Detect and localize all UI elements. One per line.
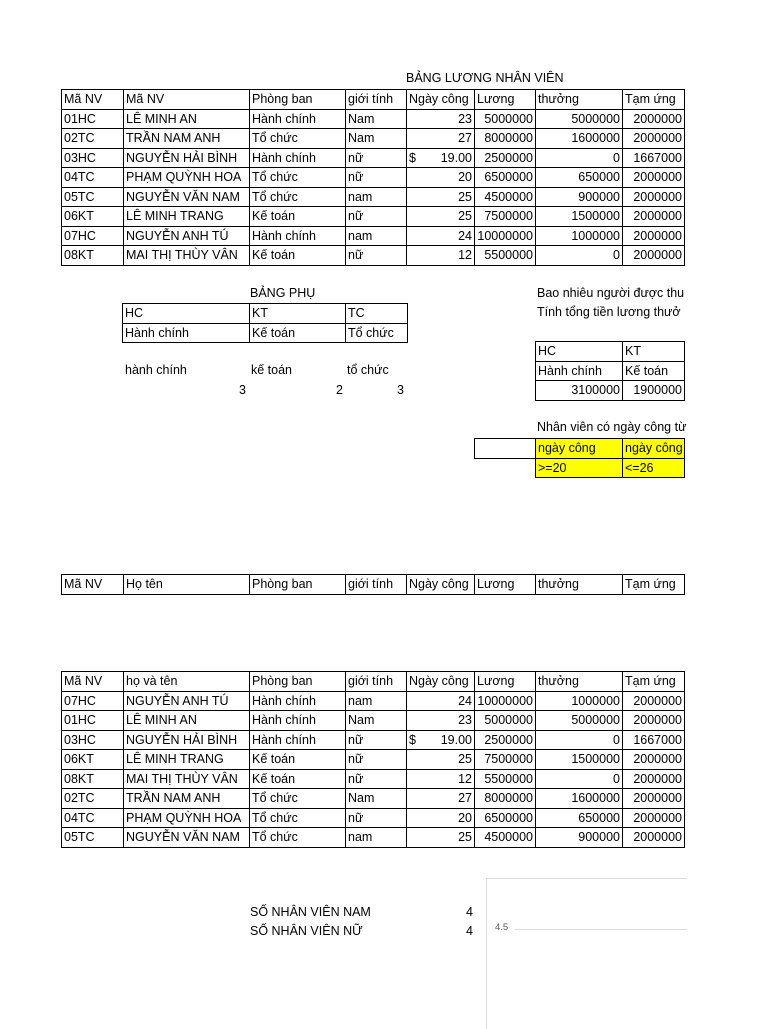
sorted_table-header-cell[interactable]: họ và tên xyxy=(124,672,250,692)
main_table-cell[interactable]: Nam xyxy=(346,129,407,149)
bonus-row-values xyxy=(536,381,685,401)
aux-row-codes xyxy=(123,304,408,324)
sorted_table-cell[interactable]: 1500000 xyxy=(536,750,623,770)
main_table-cell[interactable]: nam xyxy=(346,226,407,246)
sorted_table-cell[interactable]: Nam xyxy=(346,711,407,731)
bonus-row-names xyxy=(536,361,685,381)
count-value-hanh-chinh[interactable]: 3 xyxy=(239,383,246,397)
bonus-code-cell[interactable]: HC xyxy=(536,342,623,362)
main_table-cell[interactable]: nữ xyxy=(346,207,407,227)
sorted-table xyxy=(61,671,685,848)
count-label-ke-toan: kế toán xyxy=(251,363,293,377)
sorted_table-cell[interactable]: 27 xyxy=(407,789,475,809)
sorted_table-cell[interactable]: 03HC xyxy=(62,730,124,750)
main_table-cell[interactable]: 900000 xyxy=(536,187,623,207)
male-count-value[interactable]: 4 xyxy=(466,905,473,919)
main_table-cell[interactable]: 2000000 xyxy=(623,246,685,266)
table-row xyxy=(62,148,685,168)
main_table-cell[interactable]: NGUYỄN ANH TÚ xyxy=(124,226,250,246)
sorted_table-cell[interactable]: nữ xyxy=(346,808,407,828)
main_table-header-cell[interactable]: thưởng xyxy=(536,90,623,110)
main_table-cell[interactable]: LÊ MINH TRANG xyxy=(124,207,250,227)
sorted_table-cell[interactable]: 2500000 xyxy=(475,730,536,750)
sorted_table-header-cell[interactable]: Mã NV xyxy=(62,672,124,692)
bonus-table xyxy=(535,341,685,401)
main_table-cell[interactable]: 03HC xyxy=(62,148,124,168)
main_table-cell[interactable]: 05TC xyxy=(62,187,124,207)
sorted_table-cell[interactable]: 01HC xyxy=(62,711,124,731)
aux-table xyxy=(122,303,408,343)
aux-code-cell[interactable]: HC xyxy=(123,304,250,324)
criteria-header-cell[interactable]: ngày công xyxy=(536,439,623,459)
filter-table xyxy=(61,574,685,595)
sorted_table-header-cell[interactable]: Tạm ứng xyxy=(623,672,685,692)
main_table-cell[interactable]: Hành chính xyxy=(250,109,346,129)
sorted_table-cell[interactable]: 2000000 xyxy=(623,828,685,848)
sorted_table-cell[interactable]: 1600000 xyxy=(536,789,623,809)
sorted_table-cell[interactable]: Tổ chức xyxy=(250,808,346,828)
sorted_table-cell[interactable]: 5500000 xyxy=(475,769,536,789)
sorted_table-cell[interactable]: 20 xyxy=(407,808,475,828)
criteria-value-row xyxy=(475,458,685,478)
sorted_table-cell[interactable]: 5000000 xyxy=(475,711,536,731)
female-count-value[interactable]: 4 xyxy=(466,924,473,938)
main_table-cell[interactable]: 5500000 xyxy=(475,246,536,266)
sorted_table-cell[interactable]: MAI THỊ THÙY VÂN xyxy=(124,769,250,789)
sorted_table-cell[interactable]: 7500000 xyxy=(475,750,536,770)
sorted_table-cell[interactable]: Tổ chức xyxy=(250,789,346,809)
main_table-cell[interactable]: 12 xyxy=(407,246,475,266)
table-row xyxy=(62,187,685,207)
aux-row-names xyxy=(123,323,408,343)
sorted_table-cell[interactable]: 2000000 xyxy=(623,691,685,711)
criteria-value-cell[interactable]: <=26 xyxy=(623,458,685,478)
bonus-code-cell[interactable]: KT xyxy=(623,342,685,362)
main_table-cell[interactable]: 5000000 xyxy=(536,109,623,129)
sorted_table-cell[interactable]: 1667000 xyxy=(623,730,685,750)
sorted_table-cell[interactable]: Hành chính xyxy=(250,711,346,731)
main_table-cell[interactable]: LÊ MINH AN xyxy=(124,109,250,129)
chart-area[interactable] xyxy=(486,878,687,1029)
table-row xyxy=(62,691,685,711)
sorted_table-cell[interactable]: nữ xyxy=(346,750,407,770)
criteria-header-row xyxy=(475,439,685,459)
table-row xyxy=(62,168,685,188)
sorted_table-cell[interactable]: 25 xyxy=(407,750,475,770)
question-3: Nhân viên có ngày công từ xyxy=(537,420,687,434)
sorted_table-cell[interactable]: 4500000 xyxy=(475,828,536,848)
sorted_table-cell[interactable]: 08KT xyxy=(62,769,124,789)
filter_table-header-cell[interactable]: giới tính xyxy=(346,575,407,595)
sorted_table-cell[interactable]: 6500000 xyxy=(475,808,536,828)
table-row xyxy=(62,129,685,149)
filter_table-header-cell[interactable]: Ngày công xyxy=(407,575,475,595)
main_table-cell[interactable]: 04TC xyxy=(62,168,124,188)
main_table-cell[interactable]: 1600000 xyxy=(536,129,623,149)
table-row xyxy=(62,730,685,750)
main_table-cell[interactable]: 2000000 xyxy=(623,207,685,227)
sorted_table-cell[interactable]: nữ xyxy=(346,769,407,789)
sorted_table-cell[interactable]: 2000000 xyxy=(623,789,685,809)
sorted_table-cell[interactable]: 0 xyxy=(536,730,623,750)
main_table-cell[interactable]: 8000000 xyxy=(475,129,536,149)
aux-name-cell[interactable]: Tổ chức xyxy=(346,323,408,343)
table-row xyxy=(62,207,685,227)
currency-value: 19.00 xyxy=(440,150,472,165)
main_table-cell[interactable]: 24 xyxy=(407,226,475,246)
main_table-cell[interactable]: 2000000 xyxy=(623,129,685,149)
table-row xyxy=(62,226,685,246)
filter_table-header-cell[interactable]: Họ tên xyxy=(124,575,250,595)
sorted_table-cell[interactable]: 2000000 xyxy=(623,711,685,731)
main_table-cell[interactable]: Nam xyxy=(346,109,407,129)
sorted_table-cell[interactable]: 06KT xyxy=(62,750,124,770)
main_table-cell[interactable]: 27 xyxy=(407,129,475,149)
currency-symbol: $ xyxy=(409,732,416,747)
sorted_table-cell[interactable]: nam xyxy=(346,828,407,848)
filter_table-header-cell[interactable]: Phòng ban xyxy=(250,575,346,595)
sorted_table-cell[interactable]: Hành chính xyxy=(250,691,346,711)
sorted_table-cell[interactable]: Tổ chức xyxy=(250,828,346,848)
aux-name-cell[interactable]: Kế toán xyxy=(250,323,346,343)
table-row xyxy=(62,769,685,789)
filter_table-header-row xyxy=(62,575,685,595)
sorted_table-header-cell[interactable]: giới tính xyxy=(346,672,407,692)
main_table-cell[interactable]: 02TC xyxy=(62,129,124,149)
sorted_table-header-cell[interactable]: Lương xyxy=(475,672,536,692)
main_table-cell[interactable]: nam xyxy=(346,187,407,207)
sorted_table-cell[interactable]: NGUYỄN VĂN NAM xyxy=(124,828,250,848)
table-row xyxy=(62,246,685,266)
main_table-header-cell[interactable]: Mã NV xyxy=(124,90,250,110)
main_table-cell[interactable]: 25 xyxy=(407,187,475,207)
sorted_table-cell[interactable]: 1000000 xyxy=(536,691,623,711)
main_table-header-row xyxy=(62,90,685,110)
table-row xyxy=(62,808,685,828)
sorted_table-cell[interactable]: Kế toán xyxy=(250,769,346,789)
main_table-cell[interactable]: 2000000 xyxy=(623,226,685,246)
filter_table-header-cell[interactable]: Mã NV xyxy=(62,575,124,595)
sorted_table-cell[interactable]: 10000000 xyxy=(475,691,536,711)
sorted_table-cell[interactable]: 07HC xyxy=(62,691,124,711)
main_table-header-cell[interactable]: Lương xyxy=(475,90,536,110)
sorted_table-cell[interactable]: 2000000 xyxy=(623,750,685,770)
filter_table-header-cell[interactable]: Lương xyxy=(475,575,536,595)
sorted_table-cell[interactable]: Hành chính xyxy=(250,730,346,750)
main_table-cell[interactable]: 06KT xyxy=(62,207,124,227)
aux-title: BẢNG PHỤ xyxy=(250,286,316,300)
sorted_table-cell[interactable]: 8000000 xyxy=(475,789,536,809)
sorted_table-cell[interactable]: LÊ MINH AN xyxy=(124,711,250,731)
main_table-cell[interactable]: 1667000 xyxy=(623,148,685,168)
main_table-cell[interactable]: 0 xyxy=(536,148,623,168)
table-row xyxy=(62,828,685,848)
bonus-row-codes xyxy=(536,342,685,362)
main_table-cell[interactable]: Hành chính xyxy=(250,226,346,246)
criteria-value-cell[interactable]: >=20 xyxy=(536,458,623,478)
count-label-to-chuc: tổ chức xyxy=(347,363,389,377)
sorted_table-cell[interactable]: 900000 xyxy=(536,828,623,848)
main_table-cell[interactable]: 7500000 xyxy=(475,207,536,227)
main_table-cell[interactable]: 25 xyxy=(407,207,475,227)
sorted_table-cell[interactable]: 2000000 xyxy=(623,808,685,828)
aux-code-cell[interactable]: TC xyxy=(346,304,408,324)
sorted_table-header-cell[interactable]: Ngày công xyxy=(407,672,475,692)
filter_table-header-cell[interactable]: thưởng xyxy=(536,575,623,595)
criteria-blank-cell xyxy=(475,458,536,478)
sorted_table-cell[interactable]: 650000 xyxy=(536,808,623,828)
count-label-hanh-chinh: hành chính xyxy=(125,363,187,377)
bonus-value-cell[interactable]: 1900000 xyxy=(623,381,685,401)
bonus-value-cell[interactable]: 3100000 xyxy=(536,381,623,401)
sorted_table-cell[interactable]: TRẦN NAM ANH xyxy=(124,789,250,809)
main_table-cell[interactable]: 10000000 xyxy=(475,226,536,246)
sorted_table-cell[interactable]: NGUYỄN HẢI BÌNH xyxy=(124,730,250,750)
main_table-cell[interactable]: 6500000 xyxy=(475,168,536,188)
main_table-cell[interactable]: 1000000 xyxy=(536,226,623,246)
sorted_table-header-row xyxy=(62,672,685,692)
sorted_table-cell[interactable]: LÊ MINH TRANG xyxy=(124,750,250,770)
sorted_table-cell[interactable]: 25 xyxy=(407,828,475,848)
main_table-header-cell[interactable]: Mã NV xyxy=(62,90,124,110)
criteria-empty-cell[interactable] xyxy=(475,439,536,459)
main_table-cell[interactable]: TRẦN NAM ANH xyxy=(124,129,250,149)
main_table-cell[interactable]: 08KT xyxy=(62,246,124,266)
sorted_table-cell[interactable]: 04TC xyxy=(62,808,124,828)
main_table-cell[interactable] xyxy=(407,148,475,168)
main_table-cell[interactable]: Hành chính xyxy=(250,148,346,168)
sorted_table-cell[interactable]: PHẠM QUỲNH HOA xyxy=(124,808,250,828)
main_table-cell[interactable]: Kế toán xyxy=(250,207,346,227)
question-2: Tính tổng tiền lương thưở xyxy=(537,305,681,319)
main_table-cell[interactable]: nữ xyxy=(346,168,407,188)
sorted_table-header-cell[interactable]: thưởng xyxy=(536,672,623,692)
main_table-cell[interactable]: 20 xyxy=(407,168,475,188)
main_table-cell[interactable]: 07HC xyxy=(62,226,124,246)
aux-name-cell[interactable]: Hành chính xyxy=(123,323,250,343)
count-value-to-chuc[interactable]: 3 xyxy=(397,383,404,397)
main_table-cell[interactable]: 01HC xyxy=(62,109,124,129)
bonus-name-cell[interactable]: Hành chính xyxy=(536,361,623,381)
table-row xyxy=(62,109,685,129)
table-row xyxy=(62,711,685,731)
main_table-cell[interactable]: 5000000 xyxy=(475,109,536,129)
main_table-cell[interactable]: Tổ chức xyxy=(250,129,346,149)
question-1: Bao nhiêu người được thu xyxy=(537,286,685,300)
main_table-cell[interactable]: 4500000 xyxy=(475,187,536,207)
salary-table xyxy=(61,89,685,266)
criteria-table xyxy=(474,438,685,478)
main_table-cell[interactable]: Tổ chức xyxy=(250,168,346,188)
main_table-cell[interactable]: 2000000 xyxy=(623,109,685,129)
aux-code-cell[interactable]: KT xyxy=(250,304,346,324)
main_table-header-cell[interactable]: Ngày công xyxy=(407,90,475,110)
sorted_table-cell[interactable]: NGUYỄN ANH TÚ xyxy=(124,691,250,711)
main_table-cell[interactable]: 1500000 xyxy=(536,207,623,227)
main_table-cell[interactable]: nữ xyxy=(346,246,407,266)
sorted_table-cell[interactable]: 12 xyxy=(407,769,475,789)
main_table-cell[interactable]: NGUYỄN VĂN NAM xyxy=(124,187,250,207)
count-value-ke-toan[interactable]: 2 xyxy=(336,383,343,397)
sorted_table-cell[interactable]: nam xyxy=(346,691,407,711)
main_table-header-cell[interactable]: giới tính xyxy=(346,90,407,110)
sorted_table-cell[interactable]: 05TC xyxy=(62,828,124,848)
female-count-label: SỐ NHÂN VIÊN NỮ xyxy=(250,924,363,938)
main_table-cell[interactable]: MAI THỊ THÙY VÂN xyxy=(124,246,250,266)
bonus-name-cell[interactable]: Kế toán xyxy=(623,361,685,381)
main_table-cell[interactable]: 650000 xyxy=(536,168,623,188)
sorted_table-cell[interactable]: Nam xyxy=(346,789,407,809)
sorted_table-cell[interactable]: 24 xyxy=(407,691,475,711)
main_table-cell[interactable]: PHẠM QUỲNH HOA xyxy=(124,168,250,188)
sorted_table-cell[interactable]: 5000000 xyxy=(536,711,623,731)
main_table-cell[interactable]: 23 xyxy=(407,109,475,129)
currency-value: 19.00 xyxy=(440,732,472,747)
chart-y-tick: 4.5 xyxy=(495,922,509,933)
main_table-cell[interactable]: 2500000 xyxy=(475,148,536,168)
sorted_table-cell[interactable]: 02TC xyxy=(62,789,124,809)
male-count-label: SỐ NHÂN VIÊN NAM xyxy=(250,905,371,919)
main_table-cell[interactable]: 0 xyxy=(536,246,623,266)
main_table-header-cell[interactable]: Tạm ứng xyxy=(623,90,685,110)
main_table-cell[interactable]: nữ xyxy=(346,148,407,168)
sheet-title: BẢNG LƯƠNG NHÂN VIÊN xyxy=(406,71,564,85)
criteria-header-cell[interactable]: ngày công xyxy=(623,439,685,459)
chart-gridline xyxy=(515,929,687,930)
sorted_table-cell[interactable]: 2000000 xyxy=(623,769,685,789)
main_table-cell[interactable]: NGUYỄN HẢI BÌNH xyxy=(124,148,250,168)
main_table-cell[interactable]: 2000000 xyxy=(623,187,685,207)
filter_table-header-cell[interactable]: Tạm ứng xyxy=(623,575,685,595)
sorted_table-header-cell[interactable]: Phòng ban xyxy=(250,672,346,692)
sorted_table-cell[interactable] xyxy=(407,730,475,750)
main_table-cell[interactable]: 2000000 xyxy=(623,168,685,188)
main_table-header-cell[interactable]: Phòng ban xyxy=(250,90,346,110)
main_table-cell[interactable]: Tổ chức xyxy=(250,187,346,207)
sorted_table-cell[interactable]: 23 xyxy=(407,711,475,731)
table-row xyxy=(62,750,685,770)
table-row xyxy=(62,789,685,809)
sorted_table-cell[interactable]: nữ xyxy=(346,730,407,750)
main_table-cell[interactable]: Kế toán xyxy=(250,246,346,266)
sorted_table-cell[interactable]: Kế toán xyxy=(250,750,346,770)
sorted_table-cell[interactable]: 0 xyxy=(536,769,623,789)
currency-symbol: $ xyxy=(409,150,416,165)
